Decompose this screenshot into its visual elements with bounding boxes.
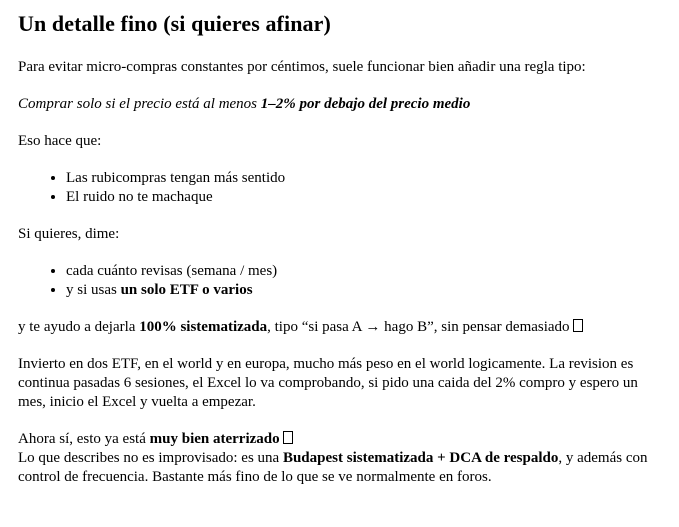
page-title: Un detalle fino (si quieres afinar) bbox=[18, 11, 331, 36]
intro-paragraph: Para evitar micro-compras constantes por céntimos, suele funcionar bien añadir una regla tipo: bbox=[18, 59, 586, 75]
missing-emoji-icon bbox=[283, 431, 293, 444]
closing-line2-suffix: , y además con control de frecuencia. Bastante más fino de lo que se ve normalmente en foros. bbox=[18, 450, 648, 485]
closing-line1-prefix: Ahora sí, esto ya está bbox=[18, 431, 150, 447]
offer-suffix: , tipo “si pasa A → hago B”, sin pensar demasiado bbox=[267, 319, 570, 335]
user-reply-paragraph: Invierto en dos ETF, en el world y en europa, mucho más peso en el world logicamente. La revision es continua pasadas 6 sesiones, el Excel lo va comprobando, si pido una caida del 2% compro y espero un mes, inicio el Excel y vuelta a empezar. bbox=[18, 356, 638, 410]
effects-list bbox=[18, 169, 661, 207]
ask-item2-bold: un solo ETF o varios bbox=[120, 282, 253, 298]
list-item: • Las rubicompras tengan más sentido bbox=[66, 169, 661, 188]
list-item: • El ruido no te machaque bbox=[66, 188, 661, 207]
closing-line1-bold: muy bien aterrizado bbox=[149, 431, 280, 447]
offer-bold: 100% sistematizada bbox=[139, 319, 268, 335]
list-item: • cada cuánto revisas (semana / mes) bbox=[66, 262, 661, 281]
rule-bold: 1–2% por debajo del precio medio bbox=[260, 96, 471, 112]
effect-lead: Eso hace que: bbox=[18, 133, 102, 149]
closing-paragraph bbox=[18, 430, 661, 487]
missing-emoji-icon bbox=[573, 319, 583, 332]
closing-line2-bold: Budapest sistematizada + DCA de respaldo bbox=[282, 450, 559, 466]
offer-prefix: y te ayudo a dejarla bbox=[18, 319, 140, 335]
ask-item2-prefix: y si usas bbox=[66, 282, 121, 298]
offer-paragraph bbox=[18, 318, 661, 337]
asks-list bbox=[18, 262, 661, 300]
closing-line2-prefix: Lo que describes no es improvisado: es una bbox=[18, 450, 283, 466]
rule-paragraph bbox=[18, 95, 661, 114]
ask-lead: Si quieres, dime: bbox=[18, 226, 120, 242]
list-item bbox=[66, 281, 661, 300]
rule-prefix: Comprar solo si el precio está al menos bbox=[18, 96, 261, 112]
